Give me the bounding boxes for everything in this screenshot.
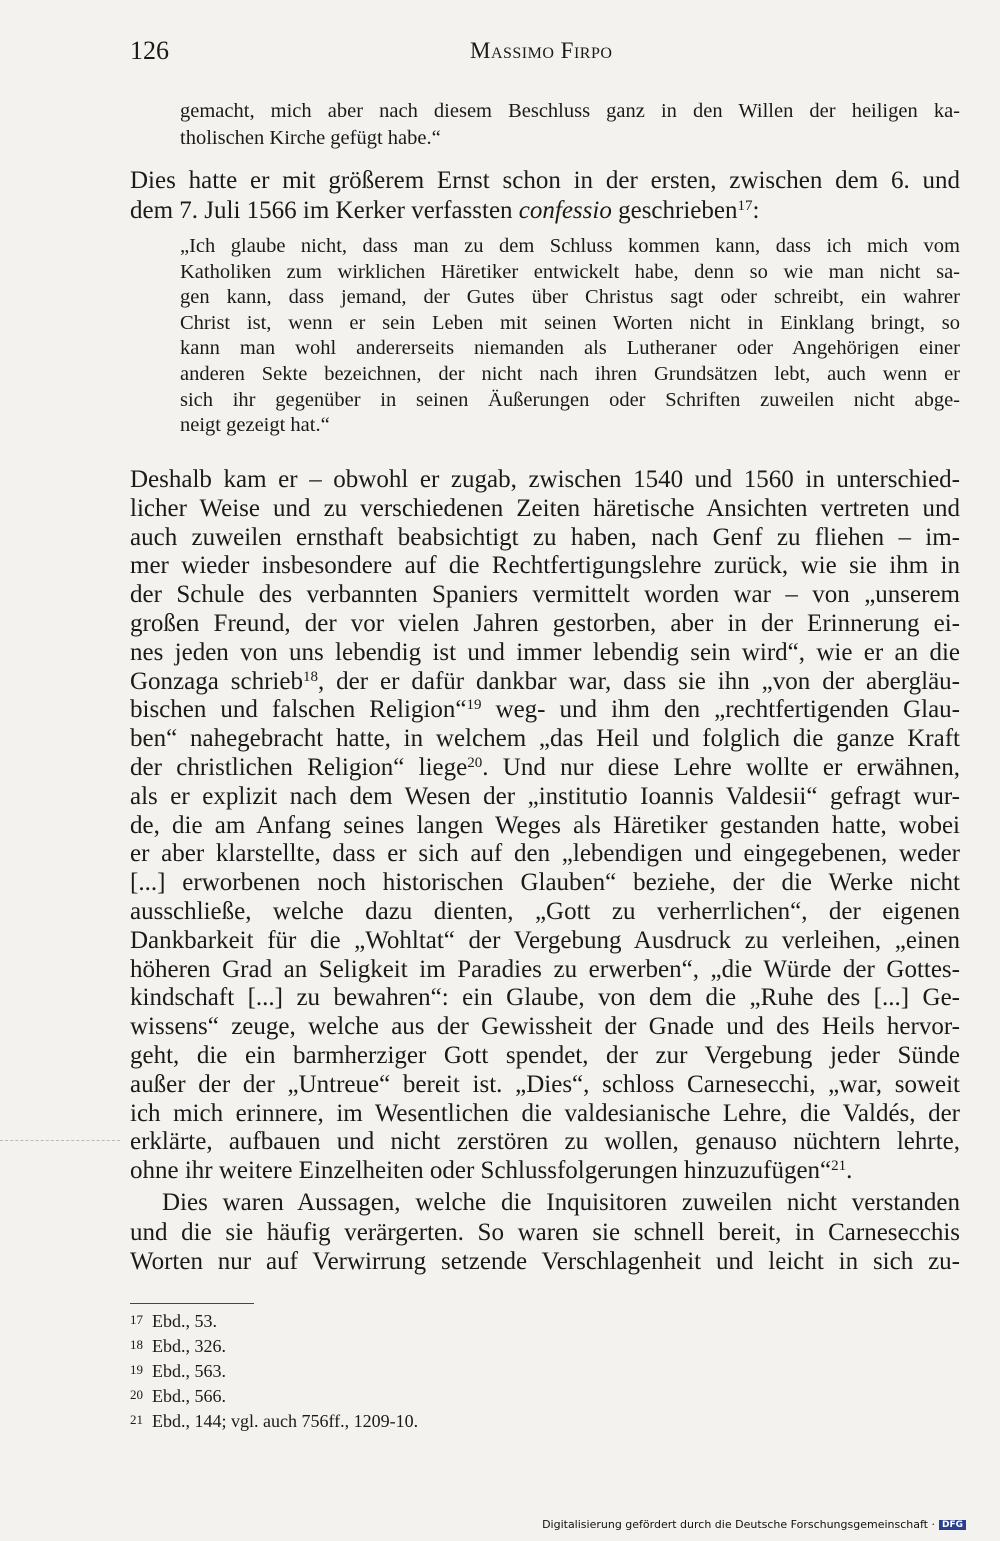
block-quote — [180, 234, 960, 439]
footnote-text: Ebd., 144; vgl. auch 756ff., 1209-10. — [152, 1411, 419, 1431]
footnote-20 — [130, 1383, 730, 1408]
footnote-18 — [130, 1333, 730, 1358]
footnote-number: 19 — [130, 1362, 143, 1377]
footnote-ref-19[interactable]: 19 — [466, 697, 482, 714]
text-span: Gonzaga schrieb — [130, 667, 303, 695]
footnote-ref-21[interactable]: 21 — [831, 1157, 847, 1174]
text-line — [130, 754, 960, 783]
text-line — [130, 696, 960, 725]
scan-margin-mark — [0, 1140, 120, 1141]
paragraph-2 — [130, 466, 960, 1186]
footnote-number: 17 — [130, 1312, 143, 1327]
digitization-credit — [542, 1518, 966, 1531]
text-span: der christlichen Religion“ liege — [130, 753, 468, 781]
text-line: geht, die ein barmherziger Gott spendet, der zur Vergebung jeder Sünde — [130, 1041, 960, 1069]
text-line: licher Weise und zu verschiedenen Zeiten häretische Ansichten vertreten und — [130, 494, 960, 522]
text-line: neigt gezeigt hat.“ — [180, 414, 330, 437]
footnote-number: 20 — [130, 1387, 143, 1402]
text-span: ohne ihr weitere Einzelheiten oder Schlussfolgerungen hinzuzufügen“ — [130, 1157, 832, 1185]
emphasis-confessio: confessio — [518, 196, 612, 224]
footnote-number: 21 — [130, 1412, 143, 1427]
text-line: [...] erworbenen noch historischen Glauben“ beziehe, der die Werke nicht — [130, 869, 960, 897]
text-span: . Und nur diese Lehre wollte er erwähnen, — [482, 753, 960, 781]
text-span: geschrieben — [611, 196, 738, 224]
text-line: kindschaft [...] zu bewahren“: ein Glaube, von dem die „Ruhe des [...] Ge- — [130, 984, 960, 1012]
text-line: er aber klarstellte, dass er sich auf den „lebendigen und eingegebenen, weder — [130, 840, 960, 868]
footnote-divider — [130, 1303, 254, 1304]
footnote-19 — [130, 1358, 730, 1383]
text-line: Worten nur auf Verwirrung setzende Verschlagenheit und leicht in sich zu- — [130, 1248, 960, 1275]
text-line: ich mich erinnere, im Wesentlichen die valdesianische Lehre, die Valdés, der — [130, 1099, 960, 1127]
paragraph-1 — [130, 166, 960, 225]
footnote-text: Ebd., 566. — [152, 1386, 226, 1406]
text-line: höheren Grad an Seligkeit im Paradies zu erwerben“, „die Würde der Gottes- — [130, 955, 960, 983]
text-line: großen Freund, der vor vielen Jahren gestorben, aber in der Erinnerung ei- — [130, 609, 960, 637]
text-line: und die sie häufig verärgerten. So waren sie schnell bereit, in Carnesecchis — [130, 1218, 960, 1246]
text-line: „Ich glaube nicht, dass man zu dem Schluss kommen kann, dass ich mich vom — [180, 235, 960, 257]
page-number: 126 — [130, 36, 169, 65]
text-line: sich ihr gegenüber in seinen Äußerungen oder Schriften zuweilen nicht abge- — [180, 388, 960, 411]
footnote-ref-17[interactable]: 17 — [737, 197, 753, 214]
text-line: ausschließe, welche dazu dienten, „Gott zu verherrlichen“, der eigenen — [130, 897, 960, 925]
text-span: bischen und falschen Religion“ — [130, 696, 467, 724]
text-line: de, die am Anfang seines langen Weges als Häretiker gestanden hatte, wobei — [130, 811, 960, 839]
text-line: anderen Sekte bezeichnen, der nicht nach ihren Grundsätzen lebt, auch wenn er — [180, 362, 960, 385]
text-line: Dies hatte er mit größerem Ernst schon in der ersten, zwischen dem 6. und — [130, 167, 960, 194]
page-header — [130, 36, 960, 70]
text-line: gen kann, dass jemand, der Gutes über Christus sagt oder schreibt, ein wahrer — [180, 286, 960, 309]
footnote-ref-18[interactable]: 18 — [302, 668, 318, 685]
footnotes — [130, 1308, 730, 1433]
footnote-number: 18 — [130, 1337, 143, 1352]
text-line: auch zuweilen ernsthaft beabsichtigt zu haben, nach Genf zu fliehen – im- — [130, 523, 960, 551]
text-span: , der er dafür dankbar war, dass sie ihn „von der abergläu- — [317, 667, 960, 695]
text-line: erklärte, aufbauen und nicht zerstören zu wollen, genauso nüchtern lehrte, — [130, 1128, 960, 1156]
text-line: mer wieder insbesondere auf die Rechtfertigungslehre zurück, wie sie ihm in — [130, 552, 960, 580]
paragraph-3 — [130, 1188, 960, 1277]
text-line — [130, 668, 960, 697]
text-line: außer der der „Untreue“ bereit ist. „Dies“, schloss Carnesecchi, „war, soweit — [130, 1070, 960, 1098]
text-line: kann man wohl andererseits niemanden als Lutheraner oder Angehörigen einer — [180, 337, 960, 360]
text-line: tholischen Kirche gefügt habe.“ — [180, 127, 441, 149]
text-span: weg- und ihm den „rechtfertigenden Glau- — [481, 696, 960, 724]
text-line: der Schule des verbannten Spaniers vermittelt worden war – von „unserem — [130, 581, 960, 609]
text-line — [130, 196, 960, 226]
footnote-17 — [130, 1308, 730, 1333]
text-line: Dankbarkeit für die „Wohltat“ der Vergebung Ausdruck zu verleihen, „einen — [130, 926, 960, 954]
credit-text: Digitalisierung gefördert durch die Deutsche Forschungsgemeinschaft · — [542, 1518, 935, 1531]
text-line — [130, 1157, 960, 1186]
text-line: ben“ nahegebracht hatte, in welchem „das Heil und folglich die ganze Kraft — [130, 725, 960, 753]
text-span: : — [752, 196, 760, 224]
dfg-logo: DFG — [939, 1520, 966, 1530]
block-quote-continuation — [180, 98, 960, 152]
text-line: Deshalb kam er – obwohl er zugab, zwischen 1540 und 1560 in unterschied- — [130, 466, 960, 493]
footnote-text: Ebd., 563. — [152, 1361, 226, 1381]
text-span: dem 7. Juli 1566 im Kerker verfassten — [130, 196, 519, 224]
text-line: gemacht, mich aber nach diesem Beschluss ganz in den Willen der heiligen ka- — [180, 100, 960, 122]
text-span: . — [846, 1157, 853, 1185]
footnote-ref-20[interactable]: 20 — [467, 754, 483, 771]
text-line: Katholiken zum wirklichen Häretiker entwickelt habe, denn so wie man nicht sa- — [180, 260, 960, 283]
text-line: Christ ist, wenn er sein Leben mit seinen Worten nicht in Einklang bringt, so — [180, 311, 960, 334]
footnote-text: Ebd., 53. — [152, 1311, 217, 1331]
text-line: wissens“ zeuge, welche aus der Gewissheit der Gnade und des Heils hervor- — [130, 1013, 960, 1041]
footnote-21 — [130, 1408, 730, 1433]
text-line: nes jeden von uns lebendig ist und immer lebendig sein wird“, wie er an die — [130, 638, 960, 666]
running-title: Massimo Firpo — [470, 38, 613, 63]
text-line: als er explizit nach dem Wesen der „institutio Ioannis Valdesii“ gefragt wur- — [130, 782, 960, 810]
footnote-text: Ebd., 326. — [152, 1336, 226, 1356]
text-line: Dies waren Aussagen, welche die Inquisitoren zuweilen nicht verstanden — [162, 1189, 960, 1216]
